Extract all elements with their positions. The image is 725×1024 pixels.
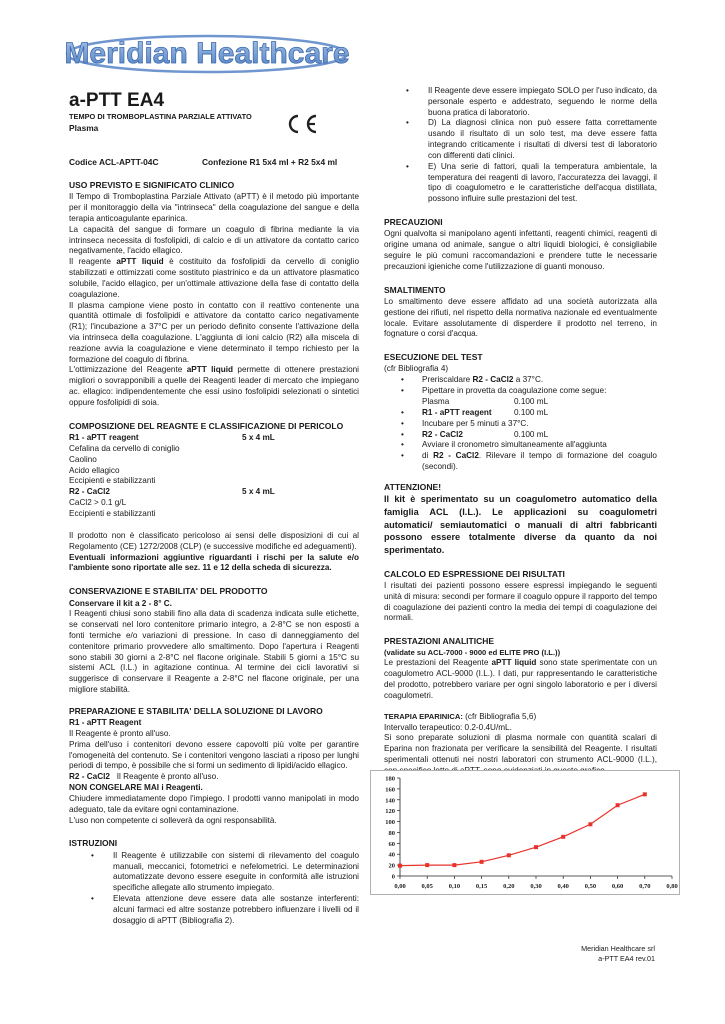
procedure-steps	[384, 375, 657, 397]
footer-revision: a-PTT EA4 rev.01	[598, 954, 655, 964]
x-tick-label: 0,70	[639, 883, 651, 890]
page-title: a-PTT EA4	[69, 90, 165, 111]
sample-type: Plasma	[69, 123, 99, 133]
y-tick-label: 160	[385, 786, 395, 794]
x-tick-label: 0,15	[475, 883, 488, 890]
handling-paragraph: Chiudere immediatamente dopo l'impiego. I prodotti vanno manipolati in modo adeguato, tale da evitare ogni contaminazione.	[69, 793, 359, 814]
x-tick-label: 0,50	[584, 883, 597, 890]
freeze-warning: NON CONGELARE MAI i Reagenti.	[69, 783, 203, 793]
x-tick-label: 0,00	[394, 883, 406, 890]
r1-component: Cefalina da cervello di coniglio	[69, 444, 180, 453]
storage-temperature: Conservare il kit a 2 - 8° C.	[69, 598, 172, 608]
x-tick-label: 0,40	[557, 883, 569, 890]
list-item: • R1 - aPTT reagent 0.100 mL	[384, 408, 657, 419]
x-tick-label: 0,05	[421, 883, 433, 890]
y-tick-label: 100	[385, 819, 395, 827]
product-code-line	[69, 157, 359, 168]
precautions-paragraph: Ogni qualvolta si manipolano agenti infettanti, reagenti chimici, reagenti di origine umana od animale, sangue o altri liquidi biologici, è consigliabile seguire le più comuni raccomandazioni e prendere tutte le necessarie precauzioni igieniche come l'utilizzazione di guanti monouso.	[384, 229, 657, 271]
list-item: • Il Reagente deve essere impiegato SOLO per l'uso indicato, da personale esperto e addestrato, seguendo le norme della buona pratica di laboratorio.	[384, 86, 657, 118]
list-item: • Avviare il cronometro simultaneamente all'aggiunta	[384, 440, 657, 451]
uso-paragraph-2: La capacità del sangue di formare un coagulo di fibrina mediante la via intrinseca necessita di fosfolipidi, di calcio e di un attivatore da contatto carico negativamente, l'acido ellagico.	[69, 224, 359, 256]
heparin-therapy-line: TERAPIA EPARINICA: (cfr Bibliografia 5,6)	[384, 711, 537, 721]
r2-component: CaCl2 > 0.1 g/L	[69, 498, 127, 508]
disposal-paragraph: Lo smaltimento deve essere affidato ad una società autorizzata alla gestione dei rifiuti, nel rispetto della normativa nazionale ed eventualmente locale. Evitare assolutamente di disperdere il prodotto nel terreno, in fognature o corsi d'acqua.	[384, 296, 657, 339]
storage-paragraph: I Reagenti chiusi sono stabili fino alla data di scadenza indicata sulle etichette, se conservati nel loro contenitore primario integro, a 2-8°C se non esposti a fonti termiche e/o variazioni di pressione. In caso di danneggiamento del contenitore primario provvedere allo smaltimento. Dopo l'apertura i Reagenti sono stabili 30 giorni a 2-8°C nel flacone originale. Stabili 5 giorni a 15°C su sistemi ACL (I.L.) in agitazione continua. Al termine dei cicli lavorativi si suggerisce di conservare il Reagente a 2-8°C nel flacone originale, per una migliore stabilità.	[69, 609, 359, 695]
list-item: • Elevata attenzione deve essere data alle sostanze interferenti: alcuni farmaci ed altre sostanze potrebbero influenzare i livelli od il dosaggio di aPTT (Bibliografia 2).	[69, 894, 359, 926]
data-point	[480, 860, 484, 864]
r1-component: Eccipienti e stabilizzanti	[69, 476, 156, 486]
r2-composition-row: R2 - CaCl2 5 x 4 mL	[69, 487, 275, 497]
calculation-paragraph: I risultati dei pazienti possono essere espressi impiegando le seguenti unità di misura: secondi per formare il coagulo oppure il rapporto del tempo di coagulazione dei pazienti contro la media dei tempi di coagulazione dei normali.	[384, 580, 657, 623]
section-heading-conservazione: CONSERVAZIONE E STABILITA' DEL PRODOTTO	[69, 586, 268, 597]
section-heading-calcolo: CALCOLO ED ESPRESSIONE DEI RISULTATI	[384, 568, 565, 579]
list-item: • di R2 - CaCl2. Rilevare il tempo di formazione del coagulo (secondi).	[384, 451, 657, 473]
liability-paragraph: L'uso non competente ci solleverà da ogni responsabilità.	[69, 815, 277, 825]
r1-ready-text: Il Reagente è pronto all'uso.	[69, 729, 171, 738]
r1-reagent-label: R1 - aPTT Reagent	[69, 718, 142, 728]
pipetting-row-plasma: Plasma 0.100 mL	[422, 396, 549, 406]
data-point	[534, 845, 538, 849]
r1-component: Caolino	[69, 454, 97, 464]
warning-body: Il kit è sperimentato su un coagulometro automatico della famiglia ACL (I.L.). Le applicazioni su coagulometri automatici/ semiautomatici o manuali di altri fabbricanti possono essere totalmente diverse da quanto da noi sperimentato.	[384, 494, 657, 555]
y-tick-label: 20	[388, 862, 395, 870]
r2-prep-line: R2 - CaCl2 Il Reagente è pronto all'uso.	[69, 772, 219, 782]
r1-composition-row: R1 - aPTT reagent 5 x 4 mL	[69, 433, 275, 442]
section-heading-preparazione: PREPARAZIONE E STABILITA' DELLA SOLUZIONE DI LAVORO	[69, 705, 323, 716]
x-tick-label: 0,60	[611, 883, 624, 890]
heparin-paragraph: Si sono preparate soluzioni di plasma normale con quantità scalari di Eparina non frazionata per verificare la sensibilità del Reagente. I risultati sperimentali ottenuti nei nostri laboratori con strumento ACL-9000 (I.L.),	[384, 733, 657, 765]
data-point	[452, 863, 456, 867]
section-heading-smaltimento: SMALTIMENTO	[384, 284, 446, 295]
left-column	[69, 180, 359, 926]
uso-paragraph-3: Il reagente aPTT liquid è costituito da fosfolipidi da cervello di coniglio stabilizzati e ottimizzati come sostituto piastrinico e da un attivatore plasmatico solubile, l'acido ellagico, per un'ottimale attivazione della fase di contatto della coagulazione.	[69, 257, 360, 299]
section-heading-prestazioni: PRESTAZIONI ANALITICHE	[384, 636, 495, 647]
classification-paragraph: Il prodotto non è classificato pericoloso ai sensi delle disposizioni di cui al Regolamento (CE) 1272/2008 (CLP) (e successive modifiche ed adeguamenti).	[69, 530, 359, 551]
y-tick-label: 80	[388, 829, 395, 837]
list-item: • E) Una serie di fattori, quali la temperatura ambientale, la temperatura dei reagenti di lavoro, l'accuratezza dei lavaggi, il tipo di coagulometro e le caratteristiche dell'acqua distillata, possono influire sulle prestazioni del test.	[384, 162, 657, 205]
x-tick-label: 0,30	[530, 883, 542, 890]
y-tick-label: 40	[388, 851, 395, 859]
footer	[581, 944, 655, 964]
data-point	[507, 853, 511, 857]
y-tick-label: 120	[385, 808, 395, 816]
list-item: • R2 - CaCl2 0.100 mL	[384, 430, 657, 441]
product-code: Codice ACL-APTT-04C	[69, 157, 159, 167]
validation-note: (validate su ACL-7000 - 9000 ed ELITE PRO (I.L.))	[384, 648, 561, 658]
section-heading-esecuzione: ESECUZIONE DEL TEST	[384, 352, 483, 363]
logo-text: Meridian Healthcare	[64, 37, 350, 70]
list-item: • Preriscaldare R2 - CaCl2 a 37°C.	[384, 375, 657, 386]
uso-paragraph-5: L'ottimizzazione del Reagente aPTT liquid permette di ottenere prestazioni migliori o sovrapponibili a quelle dei Reagenti leader di mercato che impiegano ac. ellagico: indipendentemente che essi usino fosfolipidi selezionati o sintetici oppure fosfolipidi di soia.	[69, 365, 359, 407]
data-point	[398, 864, 402, 868]
x-tick-label: 0,10	[448, 883, 461, 890]
instructions-list	[69, 851, 359, 927]
data-point	[561, 835, 565, 839]
procedure-reference: (cfr Bibliografia 4)	[384, 364, 449, 374]
list-item: • Il Reagente è utilizzabile con sistemi di rilevamento del coagulo manuali, meccanici, fotometrici e nefelometrici. Le determinazioni automatizzate devono essere eseguite in conformità alle istruzioni specifiche allegate allo strumento impiegato.	[69, 851, 359, 894]
footer-company: Meridian Healthcare srl	[581, 944, 655, 953]
y-tick-label: 180	[385, 775, 395, 783]
therapeutic-range: Intervallo terapeutico: 0.2-0.4U/mL.	[384, 722, 512, 732]
data-point	[616, 803, 620, 807]
heparin-sensitivity-chart	[370, 770, 680, 895]
performance-paragraph: Le prestazioni del Reagente aPTT liquid sono state sperimentate con un coagulometro ACL-9000 (I.L.). I dati, pur rappresentando le caratteristiche del prodotto, potrebbero variare per ogni singolo laboratorio e per i diversi coagulometri.	[384, 658, 657, 700]
r1-prep-paragraph: Prima dell'uso i contenitori devono essere capovolti più volte per garantire l'omogeneità del contenuto. Se i contenitori vengono lasciati a riposo per lunghi periodi di tempo, è possibile che si formi un sedimento di lipidi/acido ellagico.	[69, 739, 359, 771]
y-tick-label: 0	[391, 873, 395, 881]
data-point	[425, 863, 429, 867]
y-tick-label: 60	[388, 840, 395, 848]
ce-mark-icon	[285, 113, 321, 135]
list-item: • Incubare per 5 minuti a 37°C.	[384, 419, 657, 430]
procedure-steps-2	[384, 408, 657, 473]
product-subtitle: TEMPO DI TROMBOPLASTINA PARZIALE ATTIVATO	[69, 112, 252, 121]
right-column	[384, 86, 657, 777]
package-info: Confezione R1 5x4 ml + R2 5x4 ml	[202, 157, 338, 167]
uso-paragraph-1: Il Tempo di Tromboplastina Parziale Attivato (aPTT) è il metodo più importante per il monitoraggio della via "intrinseca" della coagulazione del sangue e della terapia anticoagulante eparinica.	[69, 192, 359, 223]
warning-heading: ATTENZIONE!	[384, 481, 442, 492]
section-heading-precauzioni: PRECAUZIONI	[384, 217, 443, 228]
section-heading-composizione: COMPOSIZIONE DEL REAGNTE E CLASSIFICAZIONE DI PERICOLO	[69, 420, 344, 431]
r2-component: Eccipienti e stabilizzanti	[69, 509, 156, 519]
list-item: • Pipettare in provetta da coagulazione come segue:	[384, 386, 657, 397]
x-tick-label: 0,20	[503, 883, 515, 890]
y-tick-label: 140	[385, 797, 395, 805]
section-heading-uso: USO PREVISTO E SIGNIFICATO CLINICO	[69, 180, 235, 190]
data-point	[588, 822, 592, 826]
section-heading-istruzioni: ISTRUZIONI	[69, 838, 118, 849]
instructions-list-continued	[384, 86, 657, 205]
x-tick-label: 0,80	[666, 883, 678, 890]
list-item: • D) La diagnosi clinica non può essere fatta correttamente usando il risultato di un solo test, ma deve essere fatta integrando criticamente i risultati di diversi test di laboratorio con differenti dati clinici.	[384, 118, 657, 161]
company-logo	[62, 28, 352, 76]
r1-component: Acido ellagico	[69, 465, 120, 475]
uso-paragraph-4: Il plasma campione viene posto in contatto con il reattivo contenente una quantità ottimale di fosfolipidi e attivatore da contatto carico negativamente (R1); l'incubazione a 37°C per un periodo definito consente l'attivazione della via intrinseca della coagulazione. L'aggiunta di ioni calcio (R2) alla miscela di reazione avvia la coagulazione e viene determinato il tempo richiesto per la formazione del coagulo di fibrina.	[69, 300, 359, 364]
data-point	[643, 792, 647, 796]
safety-info-paragraph: Eventuali informazioni aggiuntive riguardanti i rischi per la salute e/o l'ambiente sono riportate alle sez. 11 e 12 della scheda di sicurezza.	[69, 552, 359, 573]
